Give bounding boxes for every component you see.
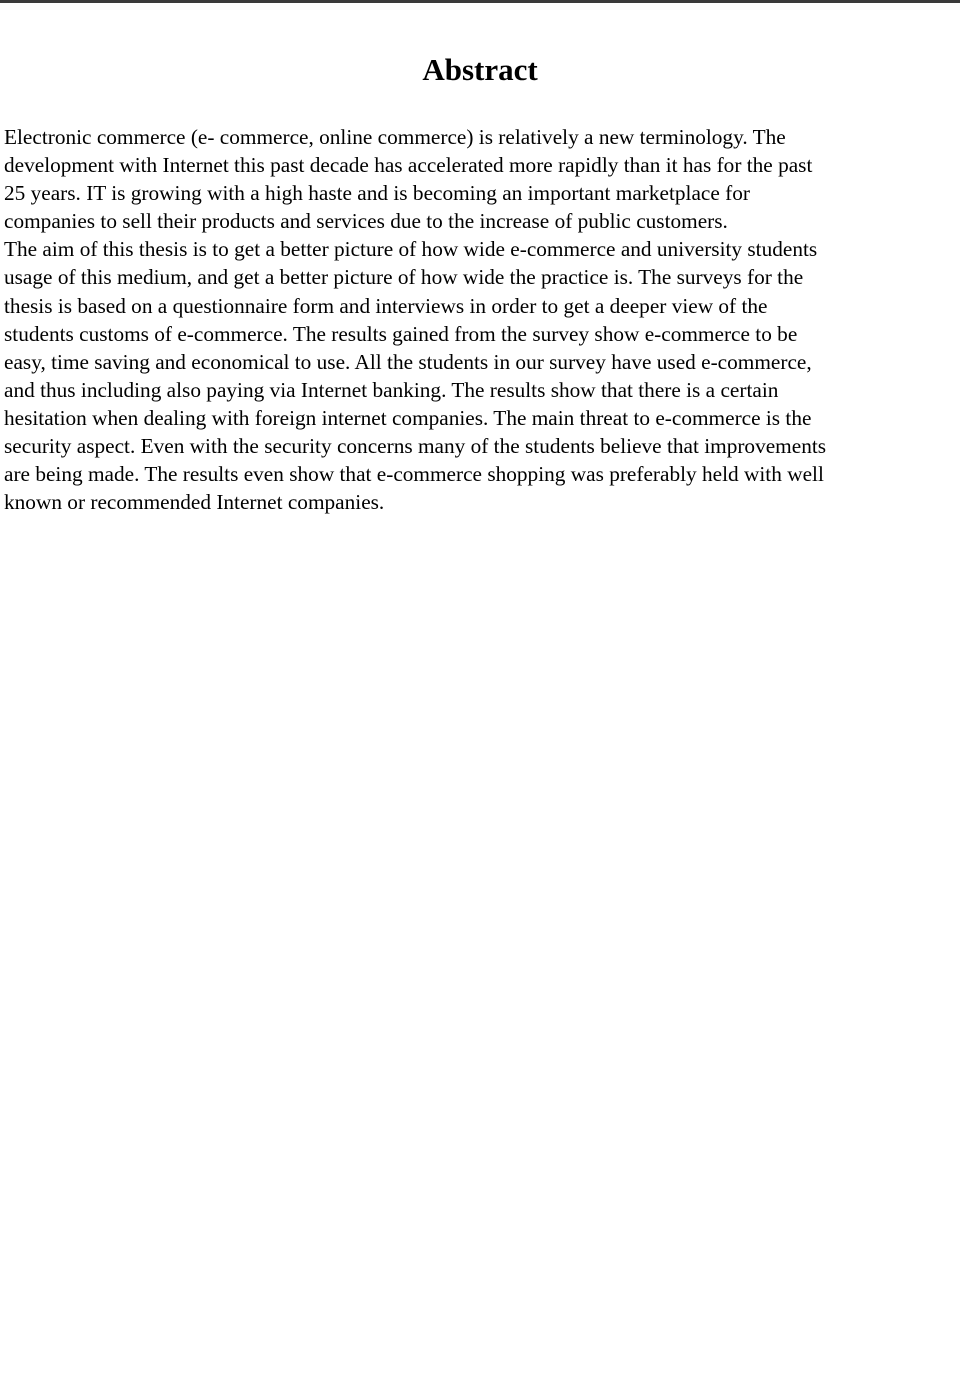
- abstract-paragraph: Electronic commerce (e- commerce, online commerce) is relatively a new terminology. The development with Internet this past decade has accelerated more rapidly than it has for the past 25 years. IT is growing with a high haste and is becoming an important marketplace for companies to sell their products and services due to the increase of public customers. The aim of this thesis is to get a better picture of how wide e-commerce and university students usage of this medium, and get a better picture of how wide the practice is. The surveys for the thesis is based on a questionnaire form and interviews in order to get a deeper view of the students customs of e-commerce. The results gained from the survey show e-commerce to be easy, time saving and economical to use. All the students in our survey have used e-commerce, and thus including also paying via Internet banking. The results show that there is a certain hesitation when dealing with foreign internet companies. The main threat to e-commerce is the security aspect. Even with the security concerns many of the students believe that improvements are being made. The results even show that e-commerce shopping was preferably held with well known or recommended Internet companies.: [4, 125, 827, 515]
- top-border-line: [0, 0, 960, 3]
- page-title: Abstract: [422, 52, 538, 87]
